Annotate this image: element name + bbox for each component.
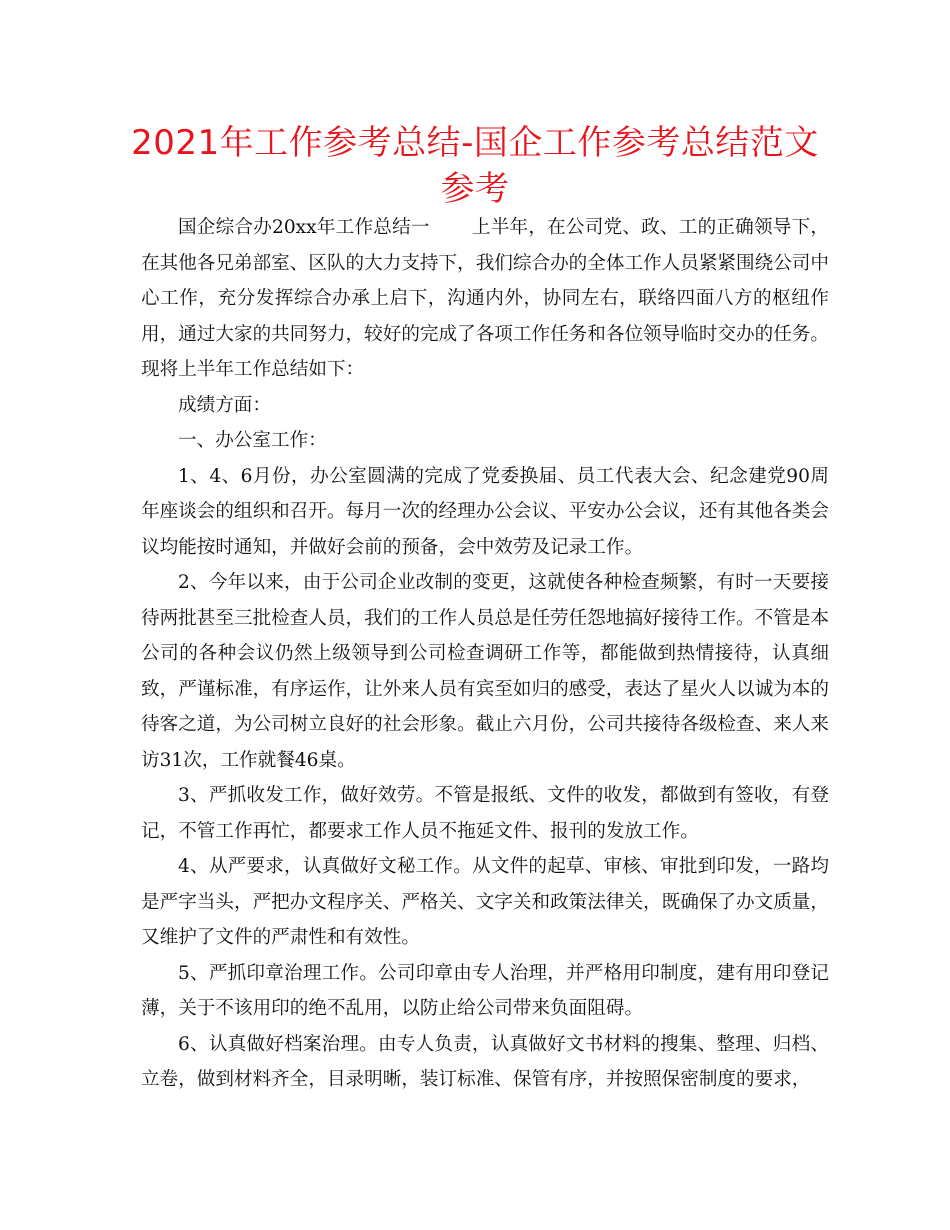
intro-paragraph bbox=[141, 210, 829, 388]
section-achievements: 成绩方面： bbox=[178, 394, 271, 416]
document-body bbox=[141, 210, 829, 1098]
list-item: 6、认真做好档案治理。由专人负责，认真做好文书材料的搜集、整理、归档、立卷，做到材料齐全，目录明晰，装订标准、保管有序，并按照保密制度的要求， bbox=[141, 1033, 829, 1090]
document-title: 2021年工作参考总结-国企工作参考总结范文参考 bbox=[131, 123, 819, 209]
intro-heading: 国企综合办20xx年工作总结一 bbox=[178, 217, 430, 238]
list-item: 3、严抓收发工作，做好效劳。不管是报纸、文件的收发，都做到有签收，有登记，不管工作再忙，都要求工作人员不拖延文件、报刊的发放工作。 bbox=[141, 785, 829, 842]
intro-text: 上半年，在公司党、政、工的正确领导下，在其他各兄弟部室、区队的大力支持下，我们综合办的全体工作人员紧紧围绕公司中心工作，充分发挥综合办承上启下，沟通内外，协同左右，联络四面八方的枢纽作用，通过大家的共同努力，较好的完成了各项工作任务和各位领导临时交办的任务。现将上半年工作总结如下： bbox=[141, 217, 829, 380]
section-office-work: 一、办公室工作： bbox=[178, 430, 327, 451]
list-item: 4、从严要求，认真做好文秘工作。从文件的起草、审核、审批到印发，一路均是严字当头，严把办文程序关、严格关、文字关和政策法律关，既确保了办文质量，又维护了文件的严肃性和有效性。 bbox=[141, 856, 829, 948]
list-item: 1、4、6月份，办公室圆满的完成了党委换届、员工代表大会、纪念建党90周年座谈会的组织和召开。每月一次的经理办公会议、平安办公会议，还有其他各类会议均能按时通知，并做好会前的预备，会中效劳及记录工作。 bbox=[141, 465, 829, 558]
list-item: 5、严抓印章治理工作。公司印章由专人治理，并严格用印制度，建有用印登记薄，关于不该用印的绝不乱用，以防止给公司带来负面阻碍。 bbox=[141, 962, 829, 1019]
list-item: 2、今年以来，由于公司企业改制的变更，这就使各种检查频繁，有时一天要接待两批甚至三批检查人员，我们的工作人员总是任劳任怨地搞好接待工作。不管是本公司的各种会议仍然上级领导到公司检查调研工作等，都能做到热情接待，认真细致，严谨标准，有序运作，让外来人员有宾至如归的感受，表达了星火人以诚为本的待客之道，为公司树立良好的社会形象。截止六月份，公司共接待各级检查、来人来访31次，工作就餐46桌。 bbox=[141, 572, 829, 771]
